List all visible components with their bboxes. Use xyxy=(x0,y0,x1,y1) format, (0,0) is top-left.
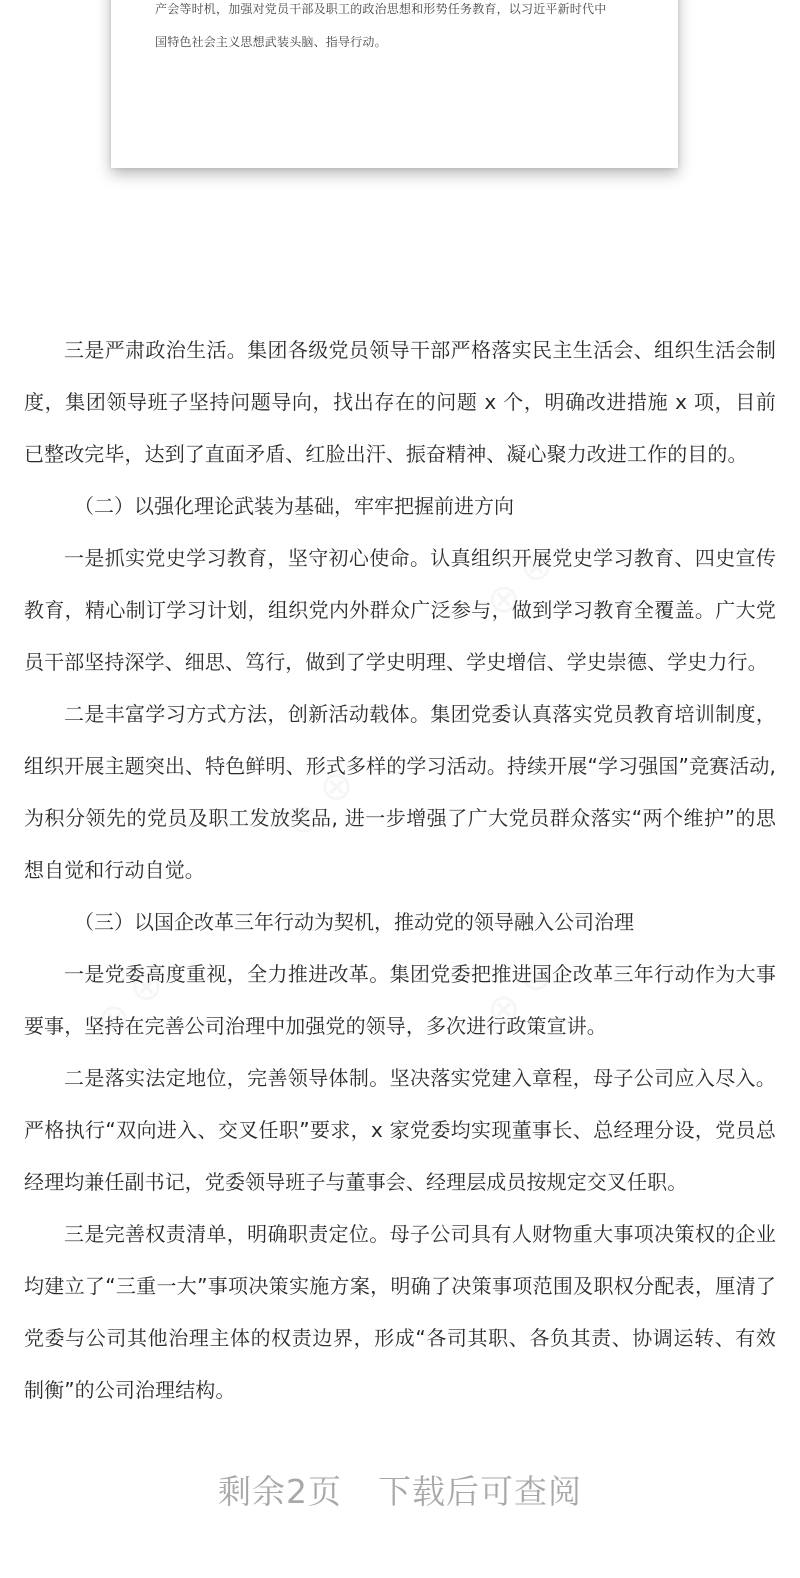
paragraph-political-life: 三是严肃政治生活。集团各级党员领导干部严格落实民主生活会、组织生活会制度，集团领导班子坚持问题导向，找出存在的问题 x 个，明确改进措施 x 项，目前已整改完毕，达到了直面矛盾、红脸出汗、振奋精神、凝心聚力改进工作的目的。 xyxy=(24,338,776,466)
section-heading-theory: （二）以强化理论武装为基础，牢牢把握前进方向 xyxy=(74,494,514,518)
preview-text-line-2: 国特色社会主义思想武装头脑、指导行动。 xyxy=(155,35,387,49)
section-heading-reform: （三）以国企改革三年行动为契机，推动党的领导融入公司治理 xyxy=(74,910,634,934)
paragraph-party-history-study: 一是抓实党史学习教育，坚守初心使命。认真组织开展党史学习教育、四史宣传教育，精心制订学习计划，组织党内外群众广泛参与，做到学习教育全覆盖。广大党员干部坚持深学、细思、笃行，做到了学史明理、学史增信、学史崇德、学史力行。 xyxy=(24,546,776,674)
download-hint: 下载后可查阅 xyxy=(378,1472,582,1511)
remaining-pages-count: 剩余2页 xyxy=(218,1472,342,1511)
document-body xyxy=(24,324,776,1416)
paragraph-reform-priority: 一是党委高度重视，全力推进改革。集团党委把推进国企改革三年行动作为大事要事，坚持在完善公司治理中加强党的领导，多次进行政策宣讲。 xyxy=(24,962,776,1038)
paragraph-legal-status: 二是落实法定地位，完善领导体制。坚决落实党建入章程，母子公司应入尽入。严格执行“双向进入、交叉任职”要求，x 家党委均实现董事长、总经理分设，党员总经理均兼任副书记，党委领导班子与董事会、经理层成员按规定交叉任职。 xyxy=(24,1066,776,1194)
paragraph-responsibility-list: 三是完善权责清单，明确职责定位。母子公司具有人财物重大事项决策权的企业均建立了“三重一大”事项决策实施方案，明确了决策事项范围及职权分配表，厘清了党委与公司其他治理主体的权责边界，形成“各司其职、各负其责、协调运转、有效制衡”的公司治理结构。 xyxy=(24,1222,776,1402)
remaining-pages-notice[interactable] xyxy=(0,1466,800,1513)
preview-text-line-1: 产会等时机，加强对党员干部及职工的政治思想和形势任务教育，以习近平新时代中 xyxy=(155,2,607,16)
paragraph-learning-methods: 二是丰富学习方式方法，创新活动载体。集团党委认真落实党员教育培训制度，组织开展主题突出、特色鲜明、形式多样的学习活动。持续开展“学习强国”竞赛活动, 为积分领先的党员及职工发放奖品, 进一步增强了广大党员群众落实“两个维护”的思想自觉和行动自觉。 xyxy=(24,702,776,882)
preview-page-card xyxy=(111,0,678,168)
